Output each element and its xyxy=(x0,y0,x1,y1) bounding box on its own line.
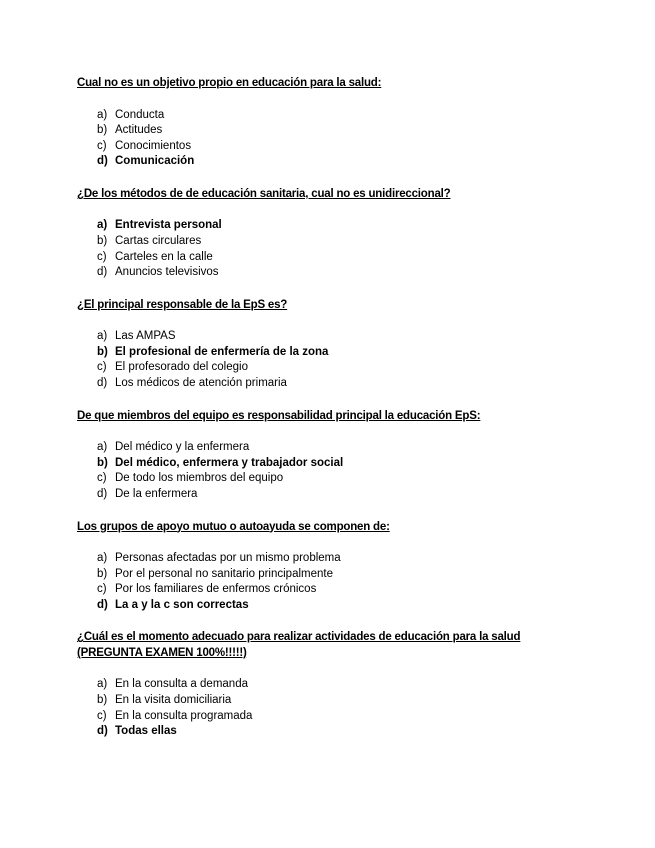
option-letter: c) xyxy=(97,361,107,374)
option-b xyxy=(97,123,577,139)
option-d xyxy=(97,487,577,503)
option-a xyxy=(97,108,577,124)
option-d xyxy=(97,265,577,281)
option-text: Entrevista personal xyxy=(115,219,222,232)
option-b xyxy=(97,234,577,250)
question-6 xyxy=(77,630,577,739)
question-title: Cual no es un objetivo propio en educación para la salud: xyxy=(77,77,382,89)
option-letter: a) xyxy=(97,552,108,564)
option-letter: c) xyxy=(97,583,107,596)
question-title: De que miembros del equipo es responsabilidad principal la educación EpS: xyxy=(77,409,481,422)
document-page xyxy=(77,76,577,757)
option-c xyxy=(97,139,577,155)
option-text: La a y la c son correctas xyxy=(115,598,249,611)
option-letter: d) xyxy=(97,377,108,390)
question-4 xyxy=(77,409,577,503)
option-a xyxy=(97,677,577,693)
options-list xyxy=(97,108,577,170)
option-text: El profesorado del colegio xyxy=(115,361,248,374)
option-text: El profesional de enfermería de la zona xyxy=(115,345,329,358)
option-letter: b) xyxy=(97,456,108,469)
option-text: Del médico y la enfermera xyxy=(115,441,250,454)
option-letter: b) xyxy=(97,345,108,358)
option-b-correct xyxy=(97,456,577,472)
option-b xyxy=(97,693,577,709)
option-text: Actitudes xyxy=(115,124,163,137)
option-a-correct xyxy=(97,218,577,234)
option-letter: d) xyxy=(97,487,108,500)
option-letter: d) xyxy=(97,155,108,168)
option-letter: c) xyxy=(97,139,107,152)
question-3 xyxy=(77,298,577,392)
option-text: En la consulta programada xyxy=(115,709,253,722)
question-title: ¿Cuál es el momento adecuado para realizar actividades de educación para la salud (PREGUNTA EXAMEN 100%!!!!!) xyxy=(77,631,521,659)
option-text: En la consulta a demanda xyxy=(115,678,248,691)
option-d-correct xyxy=(97,154,577,170)
question-1 xyxy=(77,76,577,170)
options-list xyxy=(97,440,577,502)
options-list xyxy=(97,677,577,739)
option-letter: b) xyxy=(97,693,108,706)
option-a xyxy=(97,440,577,456)
question-5 xyxy=(77,520,577,614)
option-text: Conocimientos xyxy=(115,139,192,152)
option-a xyxy=(97,329,577,345)
options-list xyxy=(97,329,577,391)
option-text: Comunicación xyxy=(115,155,195,168)
question-title: ¿El principal responsable de la EpS es? xyxy=(77,298,288,311)
option-text: De todo los miembros del equipo xyxy=(115,472,284,485)
question-2 xyxy=(77,187,577,281)
option-c xyxy=(97,582,577,598)
question-title: Los grupos de apoyo mutuo o autoayuda se componen de: xyxy=(77,520,390,533)
option-letter: c) xyxy=(97,472,107,485)
option-b xyxy=(97,567,577,583)
option-c xyxy=(97,709,577,725)
option-letter: b) xyxy=(97,234,108,247)
option-text: En la visita domiciliaria xyxy=(115,693,232,706)
option-text: Anuncios televisivos xyxy=(115,266,219,279)
option-letter: a) xyxy=(97,678,108,691)
option-b-correct xyxy=(97,345,577,361)
option-letter: d) xyxy=(97,725,108,738)
option-text: Los médicos de atención primaria xyxy=(115,377,287,390)
option-letter: a) xyxy=(97,219,108,232)
option-letter: a) xyxy=(97,108,108,121)
option-text: De la enfermera xyxy=(115,487,198,500)
option-a xyxy=(97,551,577,567)
option-text: Por los familiares de enfermos crónicos xyxy=(115,583,317,596)
option-d-correct xyxy=(97,724,577,740)
option-letter: a) xyxy=(97,441,108,454)
option-d xyxy=(97,376,577,392)
option-letter: c) xyxy=(97,709,107,722)
option-letter: b) xyxy=(97,124,108,137)
option-text: Conducta xyxy=(115,108,165,121)
question-title: ¿De los métodos de de educación sanitaria, cual no es unidireccional? xyxy=(77,187,451,200)
option-text: Las AMPAS xyxy=(115,330,176,343)
option-letter: b) xyxy=(97,567,108,580)
option-text: Carteles en la calle xyxy=(115,250,213,263)
options-list xyxy=(97,551,577,613)
option-c xyxy=(97,360,577,376)
options-list xyxy=(97,218,577,280)
option-text: Todas ellas xyxy=(115,725,177,738)
option-text: Cartas circulares xyxy=(115,234,202,247)
option-letter: d) xyxy=(97,266,108,279)
option-text: Por el personal no sanitario principalmente xyxy=(115,567,333,580)
option-c xyxy=(97,471,577,487)
option-text: Personas afectadas por un mismo problema xyxy=(115,552,341,564)
option-letter: a) xyxy=(97,330,108,343)
option-letter: d) xyxy=(97,598,108,611)
option-c xyxy=(97,250,577,266)
option-d-correct xyxy=(97,598,577,614)
option-text: Del médico, enfermera y trabajador social xyxy=(115,456,344,469)
option-letter: c) xyxy=(97,250,107,263)
